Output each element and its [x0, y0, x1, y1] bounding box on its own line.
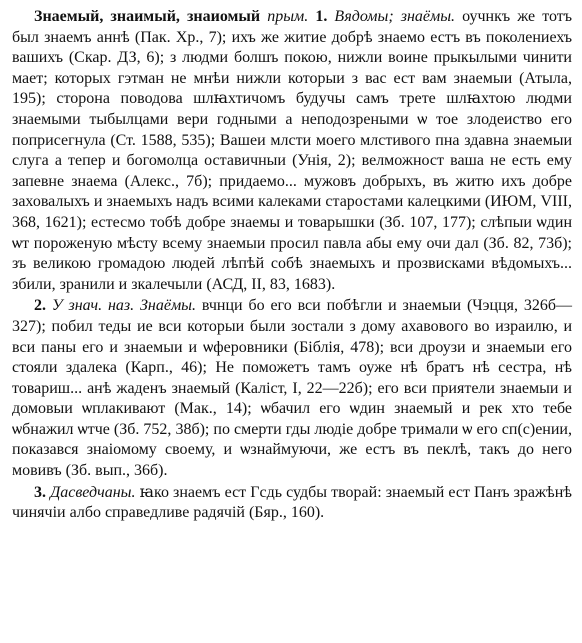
sense-3: [12, 483, 572, 524]
sense-2-number: 2.: [34, 297, 46, 315]
headword: Знаемый, знаимый, знаиомый: [34, 8, 261, 25]
part-of-speech: прым.: [267, 8, 309, 25]
sense-2-text: вчнци бо его вси побѣгли и знаемыи (Чэцця, 326б—327); побил теды ие вси которыи были зостали з дому ахавового во израилю, и вси паны его и знаемыи и ѡферовники (Біблія, 478); вси дроузи и знаемыи его стояли здалека (Карп., 46); Не поможетъ тамъ оуже нѣ братъ нѣ сестра, нѣ товариш... анѣ жаденъ знаемый (Каліст, I, 22—22б); его вси приятели знаемыи и домовыи ѡплакивают (Мак., 14); ѡбачил его ѡдин знаемый и рек хто тебе ѡбнажил ѡтче (Зб. 752, 38б); по смерти гды людіе добре тримали ѡ его сп(с)ении, показався знаіомому своему, и ѡзнаймуючи, же естъ въ пеклѣ, такъ до него мовивъ (Зб. вып., 36б).: [12, 297, 573, 480]
sense-2-gloss: У знач. наз. Знаёмы.: [51, 297, 197, 315]
sense-3-number: 3.: [34, 483, 46, 501]
sense-2: [12, 296, 572, 481]
sense-3-text: ꙗко знаемъ ест Гсдь судбы творай: знаемый ест Панъ зражѣнѣ чинячіи албо справедливе радячій (Бяр., 160).: [12, 483, 572, 522]
sense-1: [12, 7, 572, 295]
sense-1-gloss: Вядомы; знаёмы.: [334, 8, 456, 25]
sense-3-gloss: Дасведчаны.: [50, 483, 136, 501]
sense-1-text: оучнкъ же тотъ был знаемъ аннѣ (Пак. Хр., 7); ихъ же житие добрѣ знаемо естъ въ поколениехъ вашихъ (Скар. ДЗ, 6); з людми болшъ покою, нижли воине прыкылыми чинити мает; которых гэтман не мнѣи нижли которыи з вас ест вам знаемыи (Атыла, 195); сторона поводова шлꙗхтичомъ будучы самъ трете шлꙗхтою людми знаемыми тыбылцами вери годными а неподозреными ѡ тое злодеиство его поприсегнула (Ст. 1588, 535); Вашеи млсти моего млстивого пна здавна знаемыи слуга а тепер и богомолца оставичныи (Унія, 2); велможност ваша не есть ему запевне знаема (Алекс., 7б); придаемо... мужовъ добрыхъ, въ житю ихъ добре заховалыхъ и знаемыхъ надъ всими калеками старостами калецкими (ИЮМ, VIII, 368, 1621); естесмо тобѣ добре знаемы и товарышки (Зб. 107, 177); слѣпыи ѡдин ѡт пороженую мѣсту всему знаемыи просил павла абы ему очи дал (Зб. 82, 73б); зъ великою громадою людей лѣпѣй собѣ знаемыхъ и прозвисками вѣдомыхъ... збили, зранили и зкалечыли (АСД, II, 83, 1683).: [12, 8, 573, 293]
sense-1-number: 1.: [315, 8, 328, 25]
